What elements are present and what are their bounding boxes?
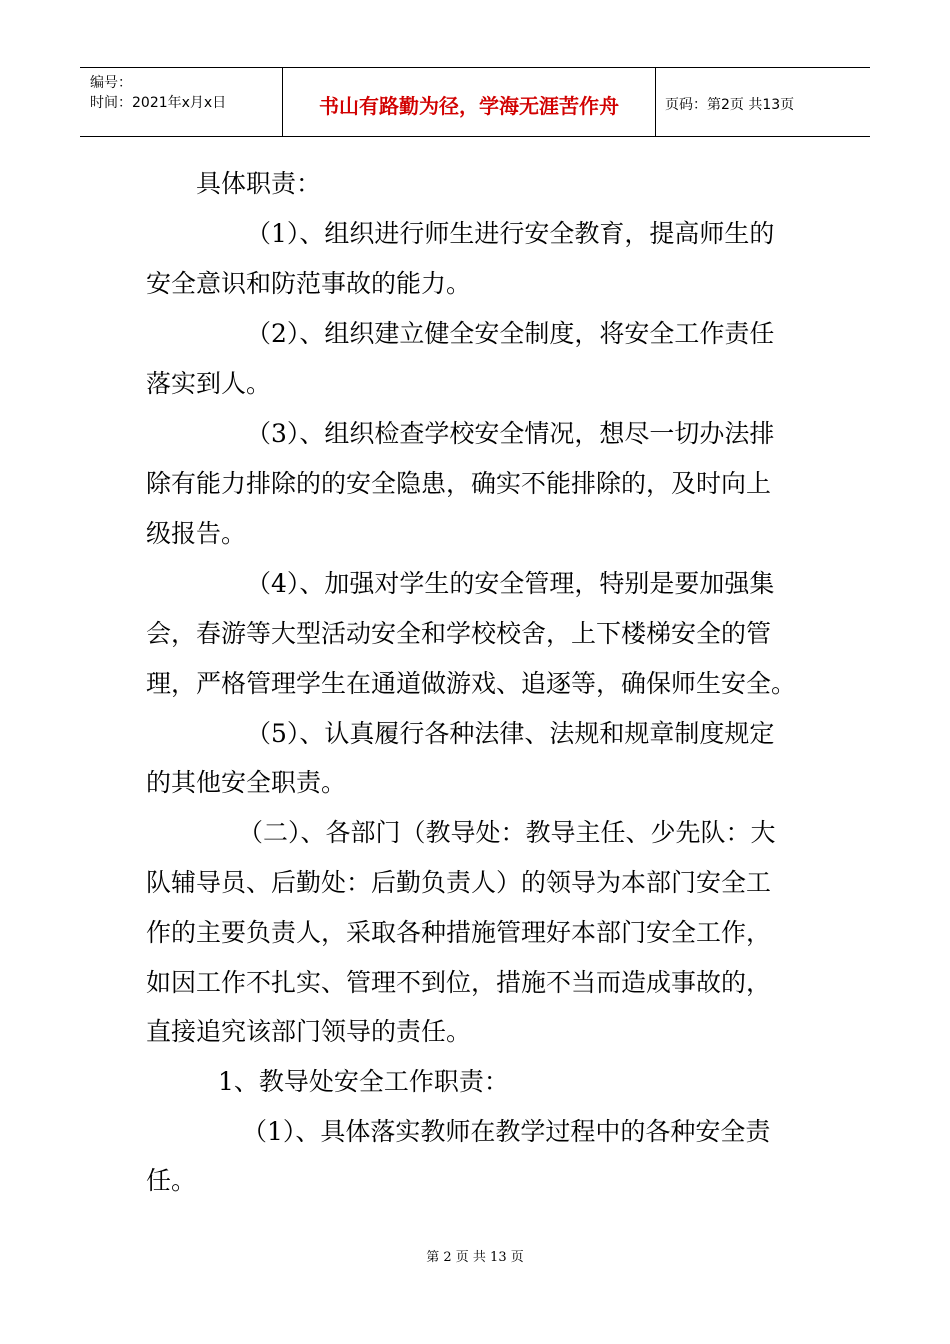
text-line: 具体职责： [196,169,322,198]
text-line: （5）、认真履行各种法律、法规和规章制度规定 [246,719,775,748]
text-line: 队辅导员、后勤处：后勤负责人）的领导为本部门安全工 [146,868,772,897]
text-line: 级报告。 [146,519,247,548]
text-line: （1）、具体落实教师在教学过程中的各种安全责 [242,1117,771,1146]
text-line: 理，严格管理学生在通道做游戏、追逐等，确保师生安全。 [146,669,797,698]
header-motto-cell [282,68,656,136]
text-line: （4）、加强对学生的安全管理，特别是要加强集 [246,569,775,598]
text-line: （二）、各部门（教导处：教导主任、少先队：大 [238,818,776,847]
text-line: （1）、组织进行师生进行安全教育，提高师生的 [246,219,775,248]
header-motto: 书山有路勤为径，学海无涯苦作舟 [319,94,619,118]
text-line: （3）、组织检查学校安全情况，想尽一切办法排 [246,419,775,448]
text-line: 任。 [146,1166,197,1195]
document-number-label: 编号： [90,75,132,91]
header-info-cell [80,68,282,136]
text-line: 如因工作不扎实、管理不到位，措施不当而造成事故的， [146,968,772,997]
text-line: 直接追究该部门领导的责任。 [146,1017,472,1046]
page-footer: 第 2 页 共 13 页 [426,1250,524,1265]
text-line: 的其他安全职责。 [146,768,347,797]
text-line: 会，春游等大型活动安全和学校校舍，上下楼梯安全的管 [146,619,772,648]
text-line: 除有能力排除的的安全隐患，确实不能排除的，及时向上 [146,469,772,498]
header-page-number: 页码：第2页 共13页 [665,97,795,113]
text-line: 安全意识和防范事故的能力。 [146,269,472,298]
text-line: 作的主要负责人，采取各种措施管理好本部门安全工作， [146,918,772,947]
text-line: 落实到人。 [146,369,272,398]
document-date-label: 时间：2021年x月x日 [90,95,227,111]
text-line: （2）、组织建立健全安全制度，将安全工作责任 [246,319,775,348]
section-heading: 1、教导处安全工作职责： [218,1067,509,1096]
header-page-cell [655,68,870,136]
page-header [80,67,870,137]
